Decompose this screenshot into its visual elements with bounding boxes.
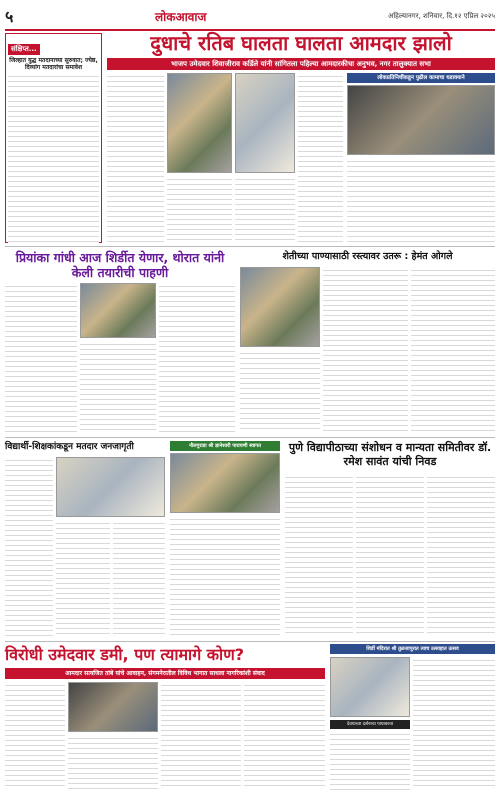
masthead [5,3,495,31]
bottom-body-1 [5,682,65,790]
story3-photo [240,267,320,347]
sidebar-brief [5,33,102,243]
bottom-body-3 [161,682,241,790]
lead-photo-2 [235,73,295,173]
bottom-headline: विरोधी उमेदवार डमी, पण त्यामागे कोण? [5,645,245,664]
brief-body [8,73,99,248]
story4-body-3 [113,520,165,637]
bottom-strap: आमदार सत्यजित तांबे यांचे आवाहन, संगमनेरातील विविध भागात साधला नागरिकांशी संवाद [5,668,325,679]
newspaper-logo: लोकआवाज [155,9,207,24]
issue-date: अहिल्यानगर, शनिवार, दि.१२ एप्रिल २०२५ [387,11,495,20]
right-top-heading: लोकप्रतिनिधींकडून पुढील कामाचा धडाक्याने [347,73,495,83]
right-bottom-tag: शिर्डी मंदिरात श्री तुळजापुरात त्याच उत्साहात उत्सव [330,644,495,654]
bottom-body-2 [68,735,158,790]
bottom-body-4 [244,682,325,790]
right-bottom-photo [330,657,410,717]
lead-headline: दुधाचे रतिब घालता घालता आमदार झालो [150,31,452,55]
lead-strap: भाजप उमेदवार शिवाजीराव कर्डिले यांनी सांगितला पहिल्या आमदारकीचा अनुभव, नगर तालुक्यात सभा [107,58,495,70]
brief-tag: संक्षिप्त... [8,44,40,55]
right-bottom-body-1 [413,657,495,790]
story5-body [170,516,280,637]
lead-body-col1 [107,73,164,243]
story3-body-2 [323,267,408,433]
story5-photo [170,453,280,513]
story4-headline: विद्यार्थी-शिक्षकांकडून मतदार जनजागृती [5,442,134,452]
story6-body-3 [427,474,495,637]
story2-body-2 [80,341,156,433]
story2-body-3 [159,283,235,433]
story3-body-3 [411,267,495,433]
right-top-body [347,158,495,243]
lead-body-col4 [298,73,343,243]
story2-body-1 [5,283,77,433]
story4-body-1 [5,457,53,637]
story6-body-2 [356,474,424,637]
story6-headline: पुणे विद्यापीठाच्या संशोधन व मान्यता समितीवर डॉ. रमेश सावंत यांची निवड [288,441,492,468]
right-bottom-body-2 [330,731,410,790]
lead-body-col3 [235,176,295,243]
lead-body-col2 [167,176,232,243]
story4-photo [56,457,165,517]
right-bottom-inset: देवयाच्या दर्शनाचा पायावरचा [330,720,410,729]
story3-headline: शेतीच्या पाण्यासाठी रस्त्यावर उतरू : हेमंत ओगले [282,251,453,262]
story2-headline: प्रियांका गांधी आज शिर्डीत येणार, थोरात यांनी केली तयारीची पाहणी [15,250,225,280]
right-top-photo [347,85,495,155]
story4-body-2 [56,520,110,637]
story2-photo [80,283,156,338]
lead-photo [167,73,232,173]
story6-body-1 [285,474,353,637]
page-number: ५ [5,7,14,26]
story5-tag: नौलगुराडा श्री ज्ञानेश्वरी पारायणी स्वागत [170,441,280,451]
story3-body-1 [240,350,320,433]
bottom-photo [68,682,158,732]
brief-title: जिल्हात युद्ध मतदानाच्या सुरुवात; ज्येष्ठ, दिव्यांग मतदारांचा समावेश [9,57,98,71]
